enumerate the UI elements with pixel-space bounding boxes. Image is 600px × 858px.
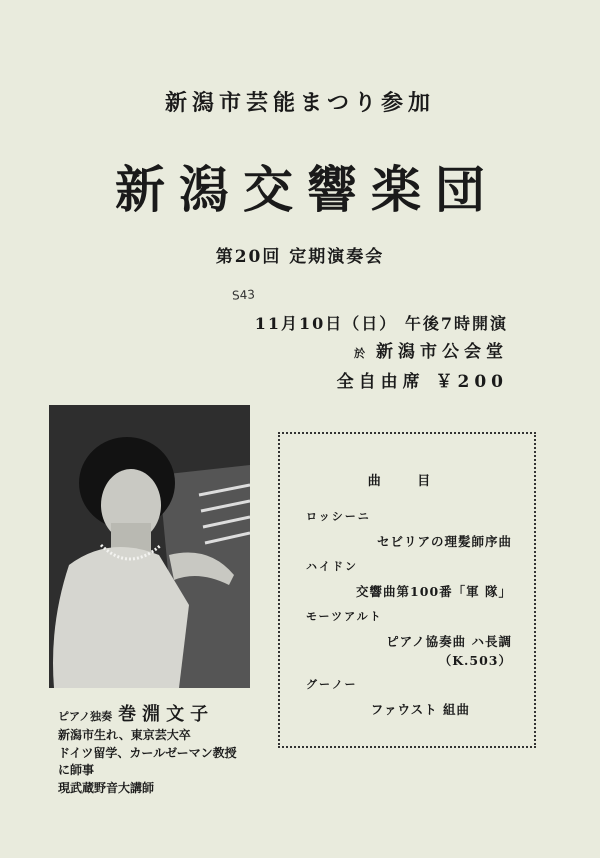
work-1: セビリアの理髪師序曲 <box>376 534 512 549</box>
orchestra-title: 新潟交響楽団 <box>115 160 499 219</box>
soloist-name: 巻淵文子 <box>118 704 215 725</box>
bio-line: 新潟市生れ、東京芸大卒 <box>58 728 191 742</box>
soloist-photo <box>49 405 250 688</box>
work-2: 交響曲第100番「軍 隊」 <box>356 584 512 599</box>
handwritten-note: S43 <box>231 287 256 303</box>
work-4: ファウスト 組曲 <box>370 702 470 717</box>
composer-1: ロッシーニ <box>306 510 371 523</box>
bio-line: ドイツ留学、カールゼーマン教授 <box>58 745 237 760</box>
soloist-role: ピアノ独奏 <box>58 710 113 723</box>
soloist-heading <box>58 700 214 726</box>
bio-line: 現武蔵野音大講師 <box>58 780 155 795</box>
work-3: ピアノ協奏曲 ハ長調 <box>386 634 512 649</box>
composer-4: グーノー <box>306 678 358 691</box>
venue-prefix: 於 <box>354 347 370 360</box>
concert-datetime: 11月10日（日） 午後7時開演 <box>254 314 508 333</box>
composer-2: ハイドン <box>306 560 358 573</box>
composer-3: モーツアルト <box>306 610 383 623</box>
festival-title: 新潟市芸能まつり参加 <box>164 90 435 116</box>
concert-venue: 新潟市公会堂 <box>376 342 508 362</box>
work-3-catalog: （K.503） <box>438 653 512 668</box>
program-heading: 曲 目 <box>367 474 447 489</box>
concert-info <box>255 310 508 396</box>
concert-venue-line <box>255 338 508 368</box>
program-box <box>278 432 536 748</box>
concert-title: 第20回 定期演奏会 <box>215 247 385 267</box>
soloist-photo-image <box>49 405 250 688</box>
concert-seating: 全自由席 ￥200 <box>336 372 508 392</box>
soloist-bio <box>58 727 237 797</box>
bio-line: に師事 <box>58 763 95 777</box>
